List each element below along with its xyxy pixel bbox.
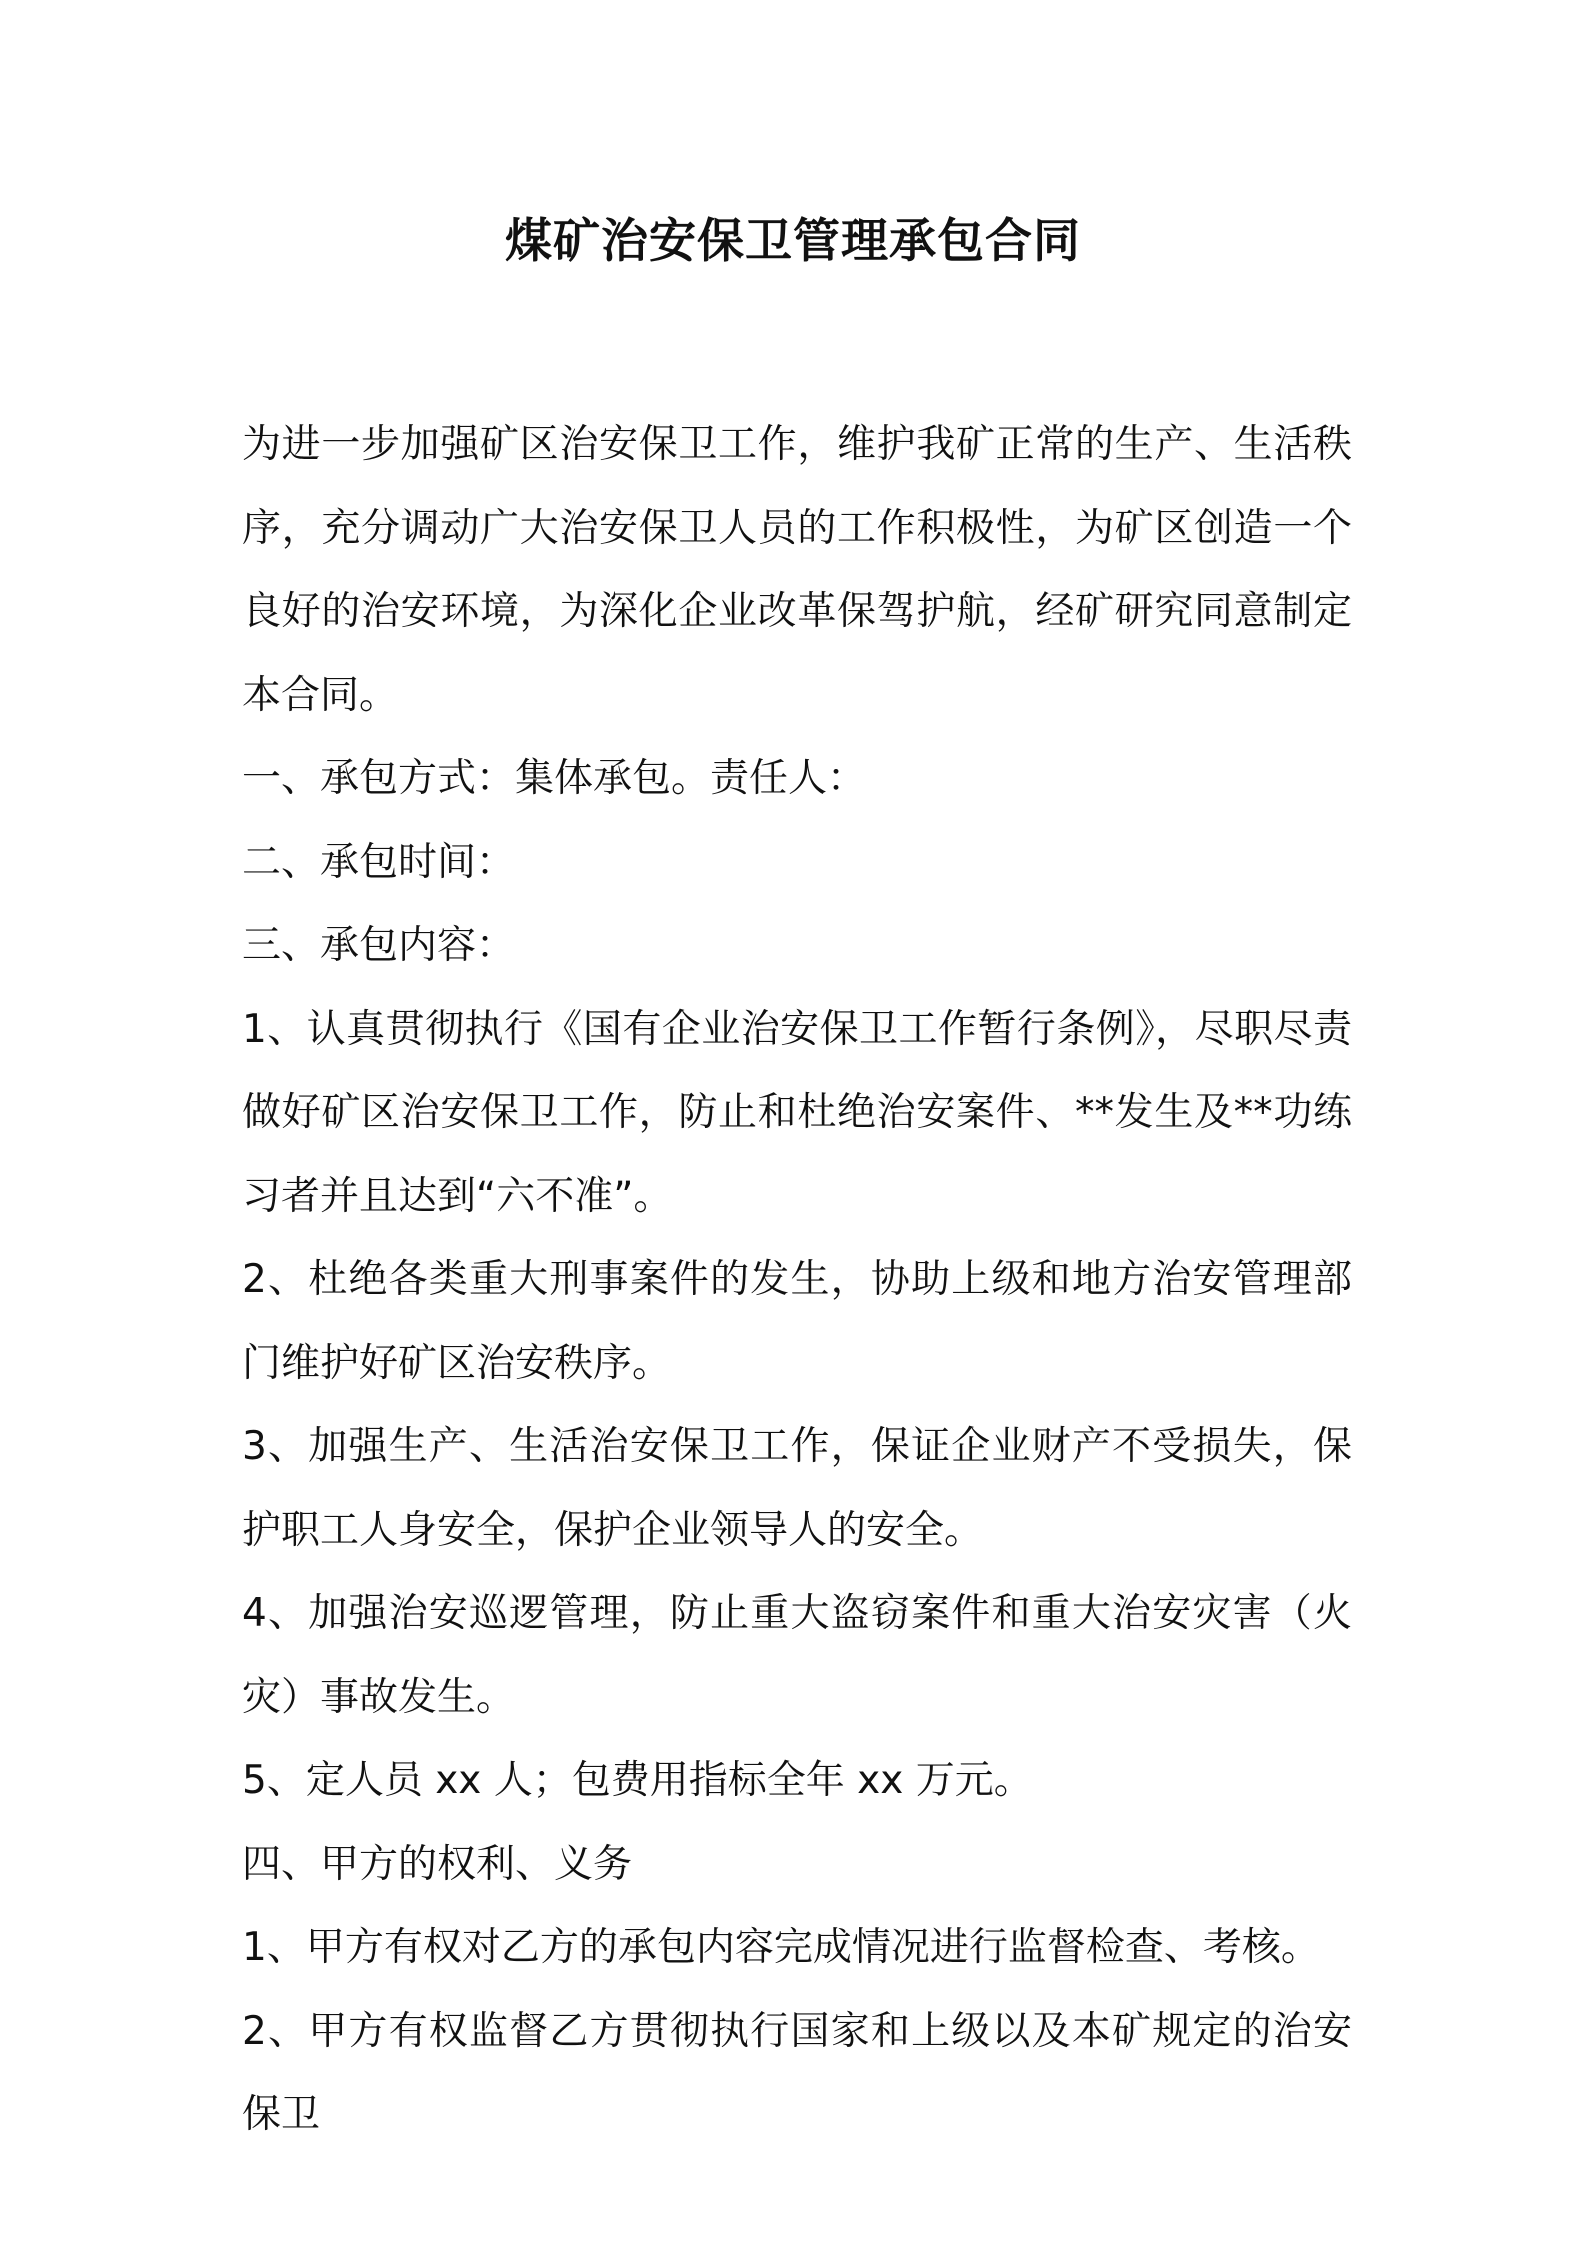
- paragraph-section-2-time: 二、承包时间：: [242, 839, 516, 885]
- document-body: [242, 403, 1352, 2157]
- paragraph-content-item-3: 3、加强生产、生活治安保卫工作，保证企业财产不受损失，保护职工人身安全，保护企业领导人的安全。: [242, 1424, 1352, 1553]
- paragraph-content-item-1: 1、认真贯彻执行《国有企业治安保卫工作暂行条例》，尽职尽责做好矿区治安保卫工作，防止和杜绝治安案件、**发生及**功练习者并且达到“六不准”。: [242, 1006, 1352, 1219]
- paragraph-party-a-item-1: 1、甲方有权对乙方的承包内容完成情况进行监督检查、考核。: [242, 1925, 1320, 1970]
- paragraph-party-a-item-2: 2、甲方有权监督乙方贯彻执行国家和上级以及本矿规定的治安保卫: [242, 2008, 1352, 2137]
- paragraph-content-item-2: 2、杜绝各类重大刑事案件的发生，协助上级和地方治安管理部门维护好矿区治安秩序。: [242, 1257, 1352, 1386]
- paragraph-content-item-4: 4、加强治安巡逻管理，防止重大盗窃案件和重大治安灾害（火灾）事故发生。: [242, 1591, 1352, 1720]
- document-title: 煤矿治安保卫管理承包合同: [505, 214, 1081, 269]
- paragraph-section-1-method: 一、承包方式：集体承包。责任人：: [242, 756, 867, 801]
- paragraph-section-4-party-a: 四、甲方的权利、义务: [242, 1841, 633, 1887]
- paragraph-intro: 为进一步加强矿区治安保卫工作，维护我矿正常的生产、生活秩序，充分调动广大治安保卫人员的工作积极性，为矿区创造一个良好的治安环境，为深化企业改革保驾护航，经矿研究同意制定本合同。: [242, 422, 1352, 718]
- paragraph-section-3-content: 三、承包内容：: [242, 923, 516, 968]
- paragraph-content-item-5: 5、定人员 xx 人；包费用指标全年 xx 万元。: [242, 1758, 1033, 1803]
